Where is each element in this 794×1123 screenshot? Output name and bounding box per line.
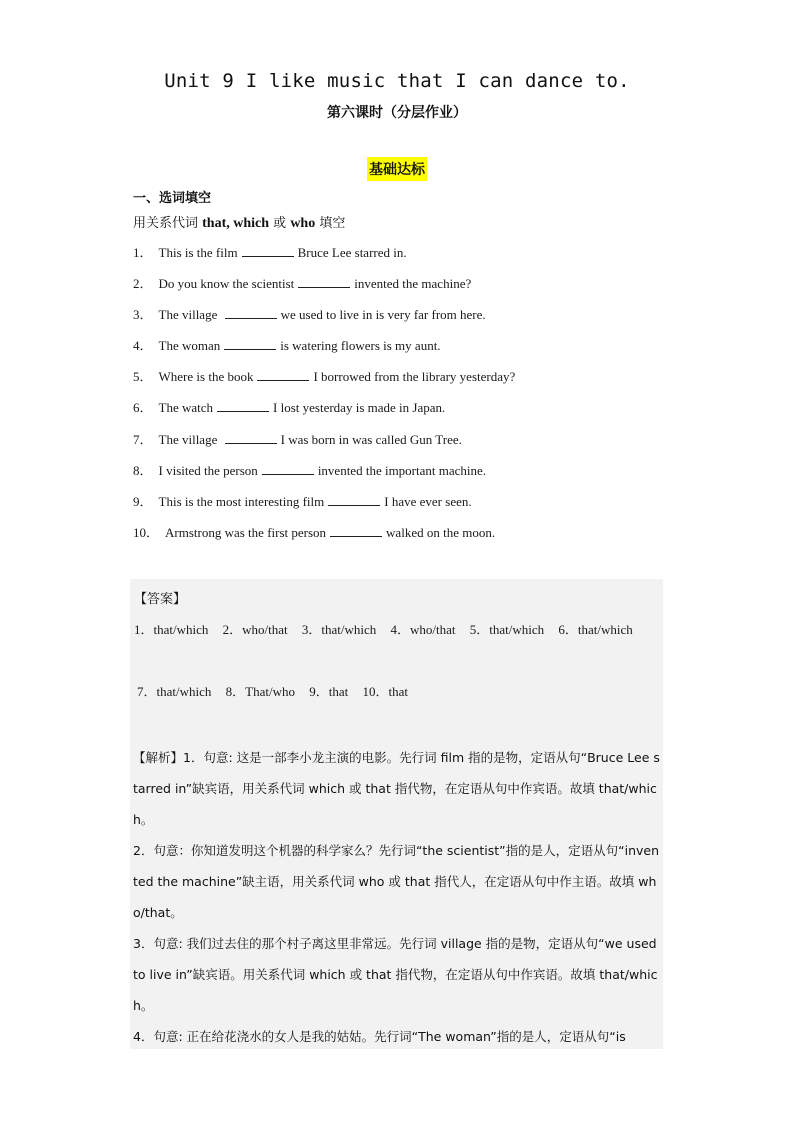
question-text-after: we used to live in is very far from here. xyxy=(280,307,486,323)
question-number: 10． xyxy=(133,524,160,540)
answer-item: 4．who/that xyxy=(390,622,456,637)
question-text-before: Do you know the scientist xyxy=(158,276,295,292)
question-text-after: walked on the moon. xyxy=(386,524,496,540)
question-item xyxy=(133,493,673,524)
question-item xyxy=(133,275,673,306)
answer-blank[interactable] xyxy=(242,244,294,257)
question-text-after: I was born in was called Gun Tree. xyxy=(280,431,462,447)
instruction-suffix: 填空 xyxy=(315,216,346,231)
question-text-before: The village xyxy=(158,307,221,323)
question-item xyxy=(133,337,673,368)
question-number: 9． xyxy=(133,493,153,509)
question-number: 3． xyxy=(133,307,153,323)
document-subtitle: 第六课时（分层作业） xyxy=(327,105,467,121)
explanation-paragraph: 2．句意：你知道发明这个机器的科学家么？先行词“the scientist”指的是人，定语从句“invented the machine”缺主语，用关系代词 who 或 that 指代人，在定语从句中作主语。故填 who/that。 xyxy=(133,843,660,920)
question-item xyxy=(133,368,673,399)
answer-heading: 【答案】 xyxy=(134,592,187,607)
question-list xyxy=(133,244,673,555)
answer-item: 6．that/which xyxy=(558,622,633,637)
explanation-paragraph: 3．句意: 我们过去住的那个村子离这里非常远。先行词 village 指的是物，定语从句“we used to live in”缺宾语。用关系代词 which 或 that 指代物，在定语从句中作宾语。故填 that/which。 xyxy=(133,936,658,1013)
question-text-before: The village xyxy=(158,431,221,447)
answer-line-1 xyxy=(134,619,633,638)
instruction xyxy=(133,212,345,232)
answer-line-2 xyxy=(137,681,408,700)
level-heading xyxy=(0,157,794,181)
answer-item: 10．that xyxy=(362,684,408,699)
answer-item: 1．that/which xyxy=(134,622,209,637)
answer-item: 7．that/which xyxy=(137,684,212,699)
explanation-paragraph: 【解析】1．句意: 这是一部李小龙主演的电影。先行词 film 指的是物，定语从句“Bruce Lee starred in”缺宾语，用关系代词 which 或 that 指代物，在定语从句中作宾语。故填 that/which。 xyxy=(133,750,660,827)
question-number: 7． xyxy=(133,431,153,447)
answer-blank[interactable] xyxy=(330,524,382,537)
question-number: 2． xyxy=(133,276,153,292)
question-text-after: I lost yesterday is made in Japan. xyxy=(273,400,446,416)
question-text-before: This is the most interesting film xyxy=(158,493,325,509)
answer-blank[interactable] xyxy=(225,306,277,319)
answer-item: 2．who/that xyxy=(222,622,288,637)
answer-blank[interactable] xyxy=(298,275,350,288)
question-text-before: Where is the book xyxy=(158,369,254,385)
question-text-before: I visited the person xyxy=(158,462,258,478)
instruction-mid: 或 xyxy=(269,216,291,231)
question-item xyxy=(133,244,673,275)
question-text-after: I have ever seen. xyxy=(384,493,472,509)
question-text-after: invented the machine? xyxy=(354,276,472,292)
question-item xyxy=(133,306,673,337)
answer-item: 5．that/which xyxy=(469,622,545,637)
question-number: 1． xyxy=(133,245,153,260)
answer-section xyxy=(130,579,663,1049)
question-text-after: I borrowed from the library yesterday? xyxy=(313,369,516,385)
question-text-before: The watch xyxy=(158,400,214,416)
document-title: Unit 9 I like music that I can dance to. xyxy=(164,70,630,92)
question-item xyxy=(133,462,673,493)
answer-blank[interactable] xyxy=(257,368,309,381)
question-number: 8． xyxy=(133,462,153,478)
answer-item: 9．that xyxy=(309,684,349,699)
question-text-before: This is the film xyxy=(158,245,238,260)
question-number: 5． xyxy=(133,369,153,385)
instruction-bold: that, which xyxy=(202,216,270,231)
explanation-block xyxy=(133,742,661,1052)
question-text-after: invented the important machine. xyxy=(317,462,487,478)
answer-blank[interactable] xyxy=(225,431,277,444)
answer-blank[interactable] xyxy=(262,462,314,475)
question-number: 4． xyxy=(133,338,153,354)
explanation-paragraph: 4．句意: 正在给花浇水的女人是我的姑姑。先行词“The woman”指的是人，定语从句“is xyxy=(133,1029,626,1044)
section-title: 一、选词填空 xyxy=(133,191,212,206)
question-item xyxy=(133,524,673,555)
answer-item: 3．that/which xyxy=(301,622,377,637)
question-text-before: Armstrong was the first person xyxy=(165,524,327,540)
answer-blank[interactable] xyxy=(328,493,380,506)
answer-blank[interactable] xyxy=(217,399,269,412)
question-text-after: is watering flowers is my aunt. xyxy=(280,338,441,354)
answer-blank[interactable] xyxy=(224,337,276,350)
level-label: 基础达标 xyxy=(367,157,427,181)
answer-item: 8．That/who xyxy=(225,684,295,699)
instruction-prefix: 用关系代词 xyxy=(133,216,203,231)
question-text-after: Bruce Lee starred in. xyxy=(297,245,407,260)
question-text-before: The woman xyxy=(158,338,221,354)
question-item xyxy=(133,431,673,462)
question-item xyxy=(133,399,673,430)
question-number: 6． xyxy=(133,400,153,416)
instruction-bold-2: who xyxy=(290,216,316,231)
